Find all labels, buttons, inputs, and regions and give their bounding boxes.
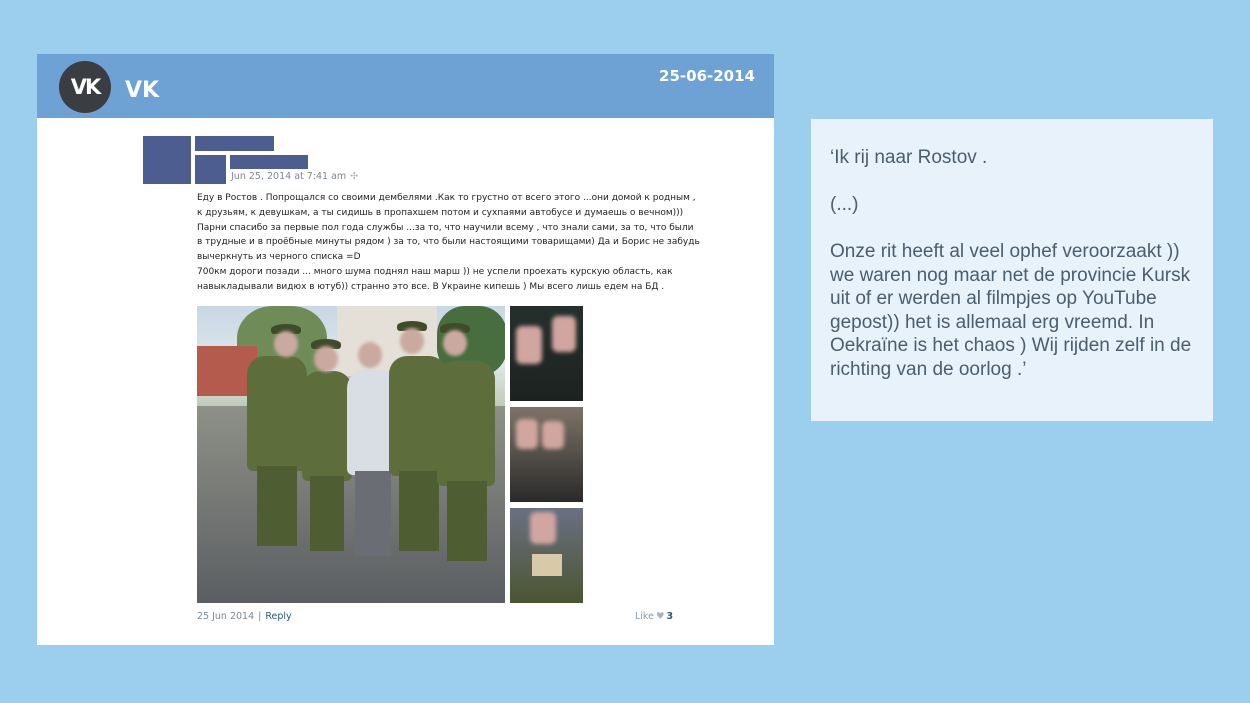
post-text-line: Еду в Ростов . Попрощался со своими дембелями .Как то грустно от всего этого ...они домой к родным , bbox=[197, 193, 696, 203]
vk-logo-icon: VK bbox=[59, 61, 111, 113]
photo-person-legs bbox=[257, 466, 297, 546]
blurred-face bbox=[400, 328, 424, 354]
group-photo[interactable] bbox=[197, 306, 505, 603]
blurred-face bbox=[530, 512, 556, 544]
post-footer bbox=[197, 611, 292, 622]
redacted-name-part bbox=[195, 155, 226, 184]
post-timestamp[interactable]: Jun 25, 2014 at 7:41 am bbox=[231, 171, 347, 182]
post-timestamp-row bbox=[231, 171, 358, 182]
blurred-face bbox=[542, 421, 564, 449]
blurred-face bbox=[516, 419, 538, 449]
translation-paragraph: ‘Ik rij naar Rostov . bbox=[830, 147, 988, 168]
blurred-face bbox=[358, 342, 382, 368]
post-footer-date[interactable]: 25 Jun 2014 bbox=[197, 611, 255, 622]
post-text-line: к друзьям, к девушкам, а ты сидишь в пропахшем потом и сухпаями автобусе и думаешь о вечном))) bbox=[197, 207, 684, 218]
photo-person-legs bbox=[355, 471, 391, 556]
blurred-face bbox=[516, 326, 542, 364]
translation-paragraph: Onze rit heeft al veel ophef veroorzaakt )) we waren nog maar net de provincie Kursk uit of er werden al filmpjes op YouTube gepost)) het is allemaal erg vreemd. In Oekraïne is het chaos ) Wij rijden zelf in de richting van de oorlog .’ bbox=[830, 241, 1192, 380]
photo-person bbox=[437, 361, 495, 486]
vk-post-card bbox=[37, 54, 774, 645]
post-text-line: Парни спасибо за первые пол года службы ...за то, что научили всему , что знали сами, за то, что были bbox=[197, 222, 694, 233]
photo-person-legs bbox=[310, 476, 344, 551]
side-photo-2[interactable] bbox=[510, 407, 583, 502]
photo-person-legs bbox=[447, 481, 487, 561]
photo-sign bbox=[532, 554, 562, 576]
post-text bbox=[197, 191, 700, 295]
photo-person bbox=[302, 371, 352, 481]
redacted-name bbox=[195, 136, 274, 151]
blurred-face bbox=[314, 346, 338, 372]
like-button[interactable] bbox=[635, 611, 673, 622]
card-header bbox=[37, 54, 774, 118]
side-photo-3[interactable] bbox=[510, 508, 583, 603]
redacted-avatar bbox=[143, 136, 191, 184]
blurred-face bbox=[443, 330, 467, 356]
photo-person bbox=[247, 356, 307, 471]
post-date: 25-06-2014 bbox=[659, 67, 755, 85]
like-count: 3 bbox=[666, 611, 674, 622]
post-text-line: вычеркнуть из черного списка =D bbox=[197, 252, 361, 263]
reply-link[interactable]: Reply bbox=[265, 611, 292, 622]
post-text-line: в трудные и в проёбные минуты рядом ) за то, что были настоящими товарищами) Да и Борис не забудь bbox=[197, 237, 700, 248]
blurred-face bbox=[274, 331, 298, 357]
side-photo-1[interactable] bbox=[510, 306, 583, 401]
post-text-line: навыкладывали видюх в ютуб)) странно это все. В Украине кипешь ) Мы всего лишь едем на БД . bbox=[197, 281, 665, 292]
heart-icon: ♥ bbox=[655, 611, 665, 622]
pin-icon[interactable]: ✣ bbox=[350, 171, 359, 182]
photo-person-legs bbox=[399, 471, 439, 551]
footer-separator: | bbox=[258, 611, 262, 622]
translation-box bbox=[811, 119, 1213, 421]
redacted-name-part bbox=[230, 155, 308, 169]
like-label: Like bbox=[635, 611, 654, 622]
blurred-face bbox=[552, 316, 576, 352]
translation-paragraph: (...) bbox=[830, 194, 859, 215]
network-name: VK bbox=[125, 78, 160, 103]
post-text-line: 700км дороги позади ... много шума поднял наш марш )) не успели проехать курскую область, как bbox=[197, 266, 673, 277]
